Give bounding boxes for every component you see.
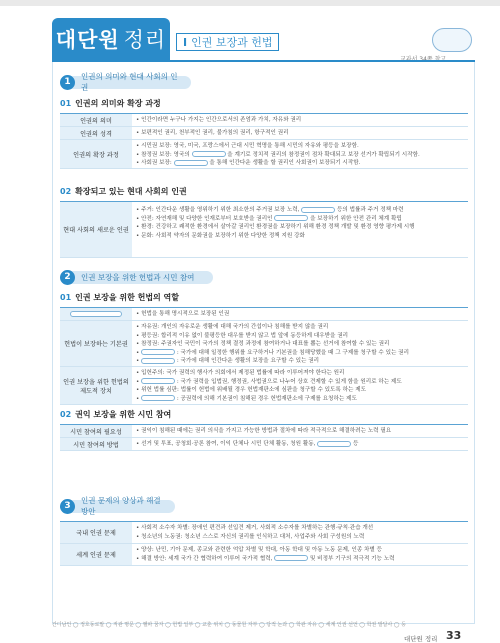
- table-row: [60, 438, 468, 451]
- row-label: 인권 보장을 위한 헌법의 제도적 장치: [60, 367, 132, 404]
- line: • 문화: 사회적 약자의 문화권을 보장하기 위한 다양한 정책 지원 강화: [136, 232, 305, 239]
- subheading-title: 인권 보장을 위한 헌법의 역할: [75, 293, 180, 302]
- row-lines: [132, 522, 468, 543]
- section-1-header: [60, 74, 191, 90]
- row-lines: [132, 140, 468, 168]
- blank-box: [141, 378, 175, 384]
- row-label: 인권의 성격: [60, 127, 132, 139]
- line: • 참정권: 주권자인 국민이 국가의 정책 결정 과정에 참여하거나 대표를 뽑는 선거에 참여할 수 있는 권리: [136, 341, 390, 347]
- line: • 환경: 건강하고 쾌적한 환경에서 살아갈 권리인 환경권을 보장하기 위해 환경 정책 개발 및 환경 영향 평가제 시행: [136, 224, 415, 230]
- subheading-title: 확장되고 있는 현대 사회의 인권: [75, 187, 187, 196]
- row-lines: [132, 367, 468, 404]
- table-row: [60, 321, 468, 367]
- section-title: 인권 문제의 양상과 해결 방안: [71, 500, 175, 513]
- title-light: 정리: [123, 28, 167, 52]
- line: • 사회권 보장: 을 통해 인간다운 생활을 할 권리인 사회권이 보장되기 시작함.: [136, 160, 361, 166]
- table-row: [60, 114, 468, 127]
- line: • 자유권: 개인의 자유로운 생활에 대해 국가의 간섭이나 침해를 받지 않을 권리: [136, 324, 329, 330]
- subheading-number: 02: [60, 410, 72, 419]
- row-label: 시민 참여의 필요성: [60, 425, 132, 437]
- blank-box: [274, 555, 308, 561]
- row-label-blank: [60, 308, 132, 320]
- blank-box: [70, 311, 122, 317]
- subheading: [60, 98, 161, 109]
- line: • 양상: 난민, 기아 문제, 종교와 관련한 억압 차별 및 학대, 아동 학대 및 아동 노동 문제, 인종 차별 등: [136, 547, 383, 553]
- row-label: 인권의 확장 과정: [60, 140, 132, 168]
- section-number: 2: [60, 270, 75, 285]
- row-label: 헌법이 보장하는 기본권: [60, 321, 132, 366]
- cloud-icon: [432, 28, 472, 52]
- blank-box: [141, 349, 175, 355]
- section-title: 인권 보장을 위한 헌법과 시민 참여: [71, 271, 213, 284]
- line: • 평등권: 합리적 이유 없이 불평등한 대우를 받지 않고 법 앞에 동등하게 대우받을 권리: [136, 332, 349, 339]
- table-modern-rights: [60, 201, 468, 258]
- row-lines: [132, 321, 468, 366]
- line: • 사회적 소수자 차별: 장애인 편견과 선입견 제거, 사회적 소수자를 차별하는 관행·규칙·관습 개선: [136, 525, 374, 531]
- title-bold: 대단원: [55, 28, 120, 52]
- chapter-number: Ⅰ: [183, 35, 188, 49]
- row-lines: [132, 202, 468, 257]
- subheading-title: 권익 보장을 위한 시민 참여: [75, 410, 172, 419]
- row-text: • 권익이 침해된 때에는 권리 의식을 가지고 가능한 방법과 절차에 따라 적극적으로 해결하려는 노력 필요: [136, 428, 392, 434]
- row-text: • 인간이라면 누구나 가지는 인간으로서의 존엄과 가치, 자유와 권리: [136, 117, 302, 123]
- table-citizen-participation: [60, 424, 468, 451]
- row-label: 현대 사회의 새로운 인권: [60, 202, 132, 257]
- blank-box: [301, 207, 335, 213]
- chapter-label: [176, 33, 279, 51]
- line: • : 국가에 대해 인간다운 생활의 보장을 요구할 수 있는 권리: [136, 358, 320, 364]
- section-3-header: [60, 498, 175, 514]
- line: • 위헌 법률 심판: 법률이 헌법에 위배될 경우 헌법재판소에 심판을 청구할 수 있도록 하는 제도: [136, 387, 367, 393]
- line: • 안전: 자연재해 및 다양한 인재로부터 보호받을 권리인 을 보장하기 위한 안전 관리 체계 확립: [136, 215, 402, 222]
- line: • 청소년의 노동권: 청소년 스스로 자신의 권리를 인식하고 대처, 사업주와 사회 구성원의 노력: [136, 533, 365, 540]
- chapter-title: 인권 보장과 헌법: [191, 36, 273, 49]
- table-row: [60, 425, 468, 438]
- subheading-number: 01: [60, 293, 72, 302]
- blank-box: [317, 441, 351, 447]
- subheading: [60, 292, 179, 303]
- subheading: [60, 409, 171, 420]
- row-lines: [132, 544, 468, 565]
- footer-label: 대단원 정리: [404, 635, 438, 643]
- page-title: [52, 18, 170, 60]
- section-2-header: [60, 269, 213, 285]
- subheading-number: 02: [60, 187, 72, 196]
- row-label: 국내 인권 문제: [60, 522, 132, 543]
- row-text: • 보편적인 권리, 천부적인 권리, 불가침의 권리, 항구적인 권리: [136, 130, 289, 136]
- blank-box: [141, 358, 175, 364]
- table-row: [60, 202, 468, 258]
- section-number: 3: [60, 499, 75, 514]
- blank-box: [141, 395, 175, 401]
- row-text: • 선거 및 투표, 공청회·공론 참여, 이익 단체나 시민 단체 활동, 청원 활동, 등: [136, 441, 359, 447]
- line: • 주거: 인간다운 생활을 영위하기 위한 최소한의 주거권 보장 노력, 등의 법률과 주거 정책 마련: [136, 207, 404, 213]
- line: • 입헌주의: 국가 권력의 행사가 의회에서 제정된 법률에 따라 이루어져야 한다는 원리: [136, 370, 345, 376]
- row-text: • 헌법을 통해 명시적으로 보장된 인권: [136, 311, 230, 317]
- table-row: [60, 544, 468, 566]
- subheading-title: 인권의 의미와 확장 과정: [75, 99, 161, 108]
- line: • : 국가에 대해 일정한 행위를 요구하거나 기본권을 침해당했을 때 그 구제를 청구할 수 있는 권리: [136, 349, 409, 356]
- page-number: 33: [446, 629, 462, 642]
- row-label: 시민 참여의 방법: [60, 438, 132, 450]
- answer-keywords: 간디남인 ◯ 정호동로말 ◯ 직관 명문 ◯ 헬파 꿈자 ◯ 헌법 일부 ◯ 교훈 위치 ◯ 동물원 자부 ◯ 당적 논과 ◯ 학관 자유 ◯ 세계 인권 선언 ◯ 학권 발달사 ◯ 등: [52, 622, 406, 628]
- line: • 참정권 보장: 영국의 을 계기로 정치적 권리의 참정권이 점차 확대되고 보장 선거가 확립되기 시작함.: [136, 151, 420, 158]
- blank-box: [274, 215, 308, 221]
- table-row: [60, 308, 468, 321]
- top-strip: [0, 0, 500, 6]
- line: • : 국가 권력을 입법권, 행정권, 사법권으로 나누어 상호 견제할 수 있게 함을 원리로 하는 제도: [136, 378, 402, 385]
- table-rights-problems: [60, 521, 468, 566]
- table-row: [60, 367, 468, 405]
- row-label: 인권의 의미: [60, 114, 132, 126]
- subheading-number: 01: [60, 99, 72, 108]
- table-constitution: [60, 307, 468, 405]
- table-row: [60, 140, 468, 169]
- section-number: 1: [60, 75, 75, 90]
- blank-box: [192, 151, 226, 157]
- section-title: 인권의 의미와 현대 사회의 인권: [71, 76, 191, 89]
- row-label: 세계 인권 문제: [60, 544, 132, 565]
- table-row: [60, 522, 468, 544]
- line: • 시민권 보장: 영국, 미국, 프랑스에서 근대 시민 혁명을 통해 시민의 자유와 평등을 보장함.: [136, 143, 359, 149]
- blank-box: [174, 160, 208, 166]
- subheading: [60, 186, 187, 197]
- line: • : 공권력에 의해 기본권이 침해된 경우 헌법재판소에 구제를 요청하는 제도: [136, 395, 357, 402]
- line: • 해결 방안: 세계 국가 간 협력하여 이루어 국가적 협력, 및 비정부 기구의 적극적 기능 노력: [136, 555, 395, 562]
- table-row: [60, 127, 468, 140]
- table-rights-meaning: [60, 113, 468, 169]
